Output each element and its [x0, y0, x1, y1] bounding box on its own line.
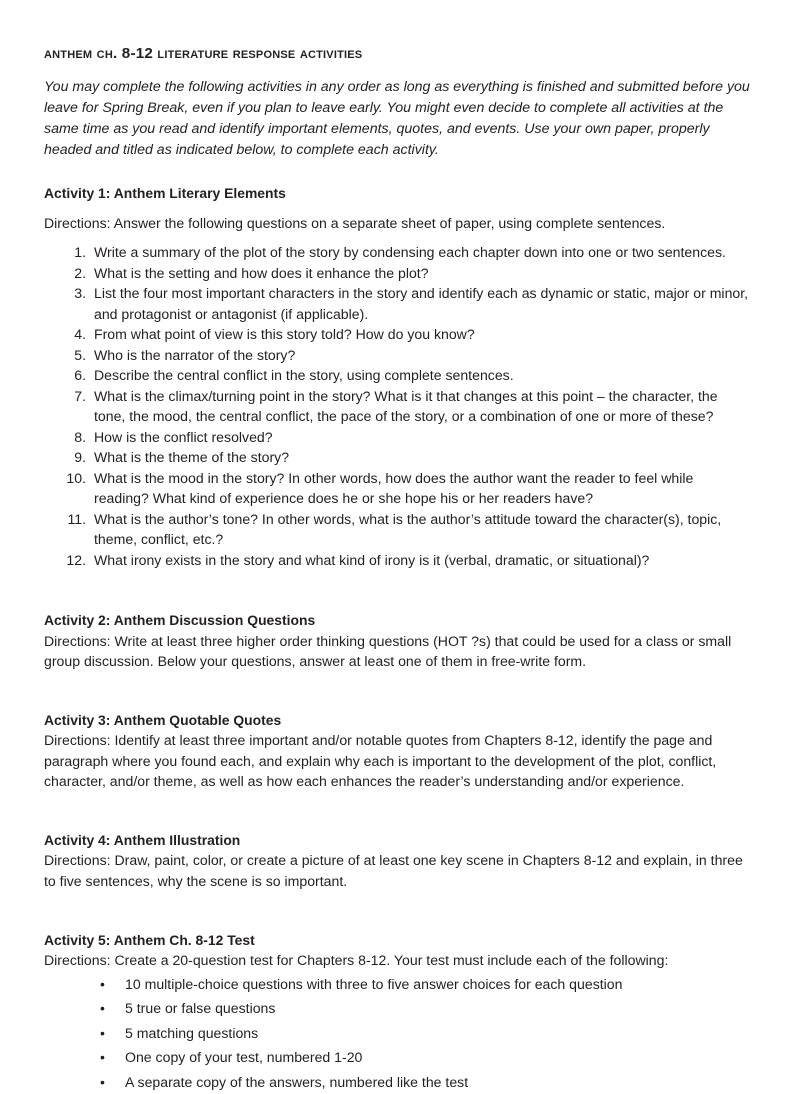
- list-item-number: 1.: [74, 244, 86, 261]
- list-item: [61, 509, 750, 550]
- spacer: [44, 892, 750, 930]
- list-item: [61, 550, 750, 571]
- list-item: [100, 996, 750, 1021]
- spacer: [44, 672, 750, 710]
- list-item-number: 4.: [74, 326, 86, 343]
- list-item-number: 11.: [67, 510, 86, 527]
- list-item-number: 12.: [66, 551, 86, 568]
- list-item: [61, 263, 750, 284]
- list-item: [100, 1021, 750, 1046]
- activity-3-heading: Activity 3: Anthem Quotable Quotes: [44, 711, 282, 728]
- list-item-text: Write a summary of the plot of the story by condensing each chapter down into one or two sentences.: [94, 244, 726, 261]
- activity-section-1: [44, 183, 750, 571]
- list-item-text: From what point of view is this story told? How do you know?: [94, 326, 475, 343]
- list-item-text: What is the author’s tone? In other words, what is the author’s attitude toward the character(s), topic, theme, conflict, etc.?: [94, 510, 722, 548]
- list-item-number: 7.: [74, 387, 86, 404]
- activity-2-directions: Directions: Write at least three higher order thinking questions (HOT ?s) that could be used for a class or small group discussion. Below your questions, answer at least one of them in free-write form.: [44, 632, 732, 670]
- list-item-number: 9.: [74, 449, 86, 466]
- bullet-icon: •: [100, 1024, 105, 1041]
- list-item-text: What is the mood in the story? In other words, how does the author want the reader to feel while reading? What kind of experience does he or she hope his or her readers have?: [94, 469, 694, 507]
- bullet-icon: •: [100, 975, 105, 992]
- list-item-number: 10.: [66, 469, 86, 486]
- list-item: [61, 242, 750, 263]
- list-item: [61, 283, 750, 324]
- activity-section-5: [44, 930, 750, 1094]
- bullet-icon: •: [100, 1073, 105, 1090]
- list-item-text: What is the theme of the story?: [94, 449, 290, 466]
- activity-1-heading: Activity 1: Anthem Literary Elements: [44, 184, 286, 201]
- activity-1-directions: Directions: Answer the following questions on a separate sheet of paper, using complete sentences.: [44, 214, 666, 231]
- activity-4-directions: Directions: Draw, paint, color, or create a picture of at least one key scene in Chapters 8-12 and explain, in three to five sentences, why the scene is so important.: [44, 852, 743, 890]
- list-item-text: One copy of your test, numbered 1-20: [125, 1049, 363, 1066]
- list-item: [61, 386, 750, 427]
- list-item: [100, 1045, 750, 1070]
- bullet-icon: •: [100, 1049, 105, 1066]
- list-item-text: 10 multiple-choice questions with three to five answer choices for each question: [125, 975, 623, 992]
- spacer: [44, 570, 750, 610]
- bullet-icon: •: [100, 1000, 105, 1017]
- list-item: [61, 365, 750, 386]
- list-item-number: 3.: [74, 285, 86, 302]
- list-item: [61, 345, 750, 366]
- activity-4-heading: Activity 4: Anthem Illustration: [44, 832, 241, 849]
- list-item-text: 5 matching questions: [125, 1024, 259, 1041]
- document-title: anthem ch. 8-12 literature response activities: [44, 45, 363, 62]
- list-item-text: How is the conflict resolved?: [94, 428, 273, 445]
- list-item-text: List the four most important characters in the story and identify each as dynamic or static, major or minor, and protagonist or antagonist (if applicable).: [94, 285, 749, 322]
- list-item: [61, 324, 750, 345]
- list-item-number: 8.: [74, 428, 86, 445]
- list-item-text: What is the setting and how does it enhance the plot?: [94, 264, 429, 281]
- activity-3-directions: Directions: Identify at least three important and/or notable quotes from Chapters 8-12, identify the page and paragraph where you found each, and explain why each is important to the development of the plot, conflict, character, and/or theme, as well as how each enhances the reader’s understanding and/or experience.: [44, 732, 717, 790]
- list-item-text: What irony exists in the story and what kind of irony is it (verbal, dramatic, or situational)?: [94, 551, 650, 568]
- activity-5-heading: Activity 5: Anthem Ch. 8-12 Test: [44, 931, 255, 948]
- activity-2-heading: Activity 2: Anthem Discussion Questions: [44, 612, 316, 629]
- list-item-text: Describe the central conflict in the story, using complete sentences.: [94, 367, 514, 384]
- list-item-text: 5 true or false questions: [125, 1000, 276, 1017]
- spacer: [44, 792, 750, 830]
- activity-section-3: [44, 710, 750, 792]
- list-item: [61, 447, 750, 468]
- activity-1-question-list: [44, 242, 750, 570]
- spacer: [44, 203, 750, 213]
- activity-5-requirement-list: [44, 972, 750, 1094]
- activity-section-2: [44, 610, 750, 672]
- list-item-number: 2.: [74, 264, 86, 281]
- activity-5-directions: Directions: Create a 20-question test for Chapters 8-12. Your test must include each of the following:: [44, 951, 669, 968]
- list-item: [61, 468, 750, 509]
- intro-paragraph: You may complete the following activities in any order as long as everything is finished and submitted before you leave for Spring Break, even if you plan to leave early. You might even decide to complete all activities at the same time as you read and identify important elements, quotes, and events. Use your own paper, properly headed and titled as indicated below, to complete each activity.: [44, 79, 750, 158]
- list-item-text: A separate copy of the answers, numbered like the test: [125, 1073, 469, 1090]
- list-item: [61, 427, 750, 448]
- activity-section-4: [44, 830, 750, 892]
- list-item: [100, 972, 750, 997]
- list-item-text: What is the climax/turning point in the story? What is it that changes at this point – the character, the tone, the mood, the central conflict, the pace of the story, or a combination of one or more of these?: [94, 387, 718, 425]
- list-item: [100, 1070, 750, 1094]
- list-item-number: 6.: [74, 367, 86, 384]
- list-item-number: 5.: [74, 346, 86, 363]
- list-item-text: Who is the narrator of the story?: [94, 346, 296, 363]
